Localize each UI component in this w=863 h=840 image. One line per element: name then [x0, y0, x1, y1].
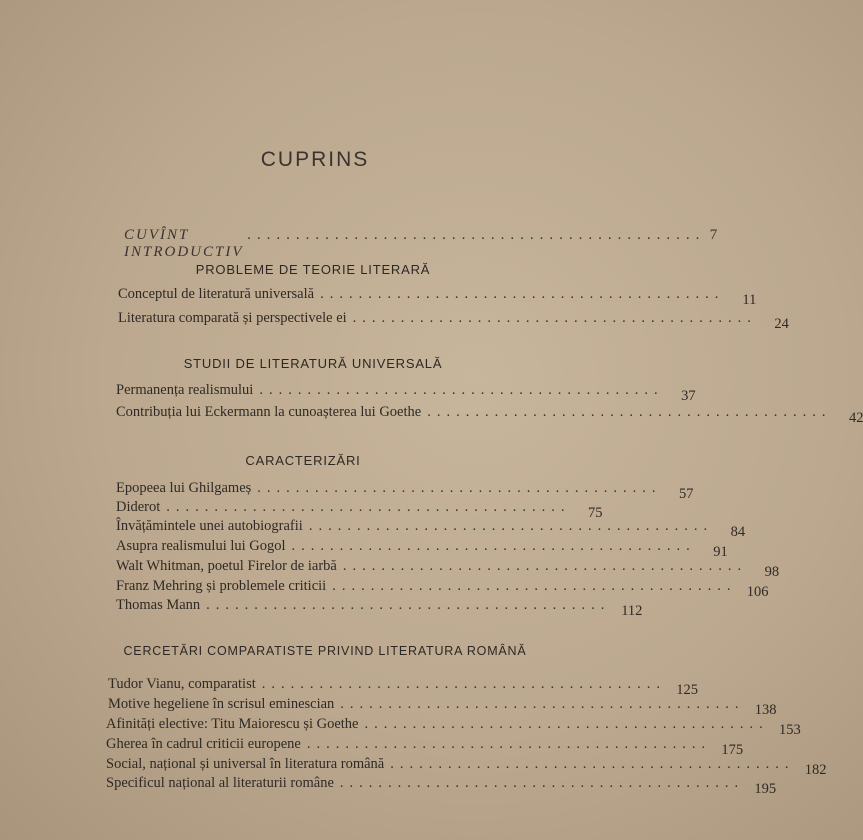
entry-page-number: 91	[713, 544, 728, 560]
entry-title: Permanența realismului	[116, 382, 254, 398]
dot-leader: ..........................................	[291, 538, 696, 554]
entry-page-number: 75	[588, 505, 603, 521]
toc-entry	[106, 775, 777, 797]
toc-entry	[106, 756, 827, 778]
intro-label: CUVÎNT INTRODUCTIV	[124, 227, 244, 260]
dot-leader: ..........................................	[342, 558, 748, 574]
toc-entry	[118, 286, 757, 308]
entry-title: Învățămintele unei autobiografii	[116, 518, 303, 534]
entry-page-number: 98	[764, 564, 780, 580]
entry-page-number: 195	[754, 781, 777, 797]
entry-page-number: 57	[679, 486, 694, 502]
entry-page-number: 125	[676, 682, 698, 698]
entry-title: Epopeea lui Ghilgameș	[116, 480, 252, 496]
entry-title: Specificul național al literaturii române	[106, 775, 334, 791]
toc-entry	[116, 538, 728, 560]
dot-leader: ..........................................	[259, 382, 664, 398]
dot-leader: ..........................................	[340, 696, 745, 712]
entry-title: Diderot	[116, 499, 161, 515]
section-title: CERCETĂRI COMPARATISTE PRIVIND LITERATURA ROMÂNĂ	[123, 644, 527, 658]
toc-entry	[116, 404, 863, 426]
dot-leader: ...............................................	[247, 227, 706, 243]
toc-entry	[108, 676, 698, 698]
entry-page-number: 175	[721, 742, 744, 758]
entry-page-number: 37	[681, 388, 696, 404]
entry-page-number: 112	[621, 603, 643, 619]
entry-title: Walt Whitman, poetul Firelor de iarbă	[116, 558, 337, 574]
toc-entry	[116, 558, 780, 580]
dot-leader: ..........................................	[390, 756, 795, 772]
entry-page-number: 106	[746, 584, 769, 600]
toc-entry	[116, 518, 746, 540]
dot-leader: ..........................................	[364, 716, 769, 732]
entry-title: Gherea în cadrul criticii europene	[106, 736, 301, 752]
dot-leader: ..........................................	[427, 404, 832, 420]
entry-page-number: 182	[804, 762, 827, 778]
toc-entry	[106, 716, 801, 738]
dot-leader: ..........................................	[206, 597, 611, 613]
toc-entry	[116, 499, 603, 521]
section-title: PROBLEME DE TEORIE LITERARĂ	[195, 262, 431, 277]
entry-title: Afinități elective: Titu Maiorescu și Goethe	[106, 716, 359, 732]
entry-page-number: 138	[754, 702, 777, 718]
dot-leader: ..........................................	[332, 578, 737, 594]
entry-page-number: 24	[774, 316, 789, 332]
entry-page-number: 11	[742, 292, 757, 308]
entry-page-number: 42	[848, 410, 863, 426]
page-title: CUPRINS	[260, 148, 370, 171]
section-title: STUDII DE LITERATURĂ UNIVERSALĂ	[183, 356, 443, 371]
entry-page-number: 153	[779, 722, 801, 738]
toc-entry	[108, 696, 777, 718]
section-title: CARACTERIZĂRI	[245, 453, 361, 468]
entry-title: Social, național și universal în literatura română	[106, 756, 385, 772]
dot-leader: ..........................................	[261, 676, 666, 692]
dot-leader: ..........................................	[257, 480, 662, 496]
toc-entry	[116, 597, 643, 619]
dot-leader: ..........................................	[166, 499, 571, 515]
toc-entry	[118, 310, 789, 332]
intro-page-number: 7	[709, 227, 718, 243]
entry-title: Thomas Mann	[116, 597, 201, 613]
entry-title: Contribuția lui Eckermann la cunoașterea lui Goethe	[116, 404, 422, 420]
entry-title: Motive hegeliene în scrisul eminescian	[108, 696, 335, 712]
entry-page-number: 84	[730, 524, 746, 540]
entry-title: Franz Mehring și problemele criticii	[116, 578, 327, 594]
dot-leader: ..........................................	[339, 775, 745, 791]
entry-title: Conceptul de literatură universală	[118, 286, 315, 302]
toc-entry	[116, 578, 769, 600]
dot-leader: ..........................................	[352, 310, 757, 326]
dot-leader: ..........................................	[320, 286, 725, 302]
entry-title: Literatura comparată și perspectivele ei	[118, 310, 347, 326]
dot-leader: ..........................................	[308, 518, 714, 534]
dot-leader: ..........................................	[306, 736, 712, 752]
toc-entry-intro	[124, 209, 718, 261]
entry-title: Asupra realismului lui Gogol	[116, 538, 286, 554]
toc-entry	[106, 736, 744, 758]
toc-entry	[116, 480, 694, 502]
entry-title: Tudor Vianu, comparatist	[108, 676, 256, 692]
toc-entry	[116, 382, 696, 404]
